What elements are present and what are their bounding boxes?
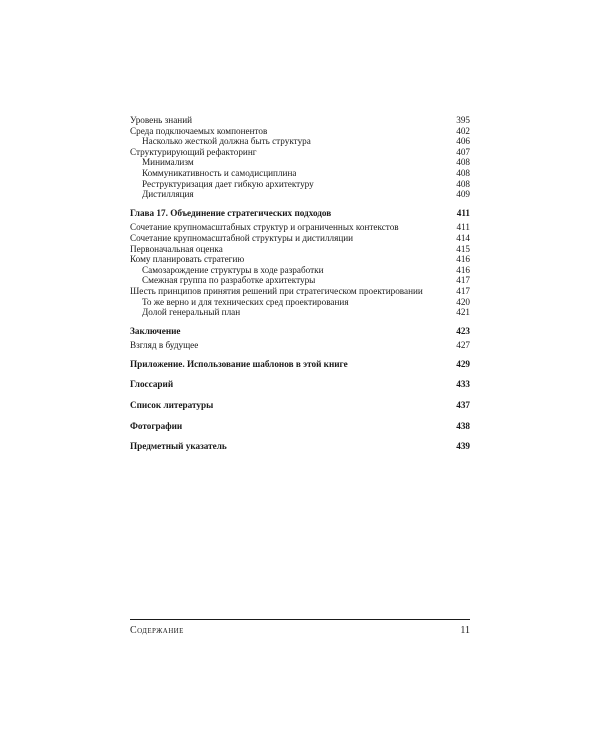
toc-entry [130, 275, 470, 286]
toc-entry-title: Среда подключаемых компонентов [130, 125, 268, 136]
toc-entry-page: 408 [456, 167, 470, 178]
toc-chapter-entry [130, 379, 470, 390]
toc-entry [130, 157, 470, 168]
toc-entry-title: Реструктуризация дает гибкую архитектуру [142, 178, 314, 189]
toc-entry-title: Список литературы [130, 400, 214, 411]
toc-chapter-entry [130, 359, 470, 370]
toc-chapter-entry [130, 441, 470, 452]
toc-chapter-entry [130, 326, 470, 337]
toc-entry-page: 420 [456, 296, 470, 307]
toc-entry [130, 168, 470, 179]
page-number: 11 [460, 625, 470, 636]
toc-entry [130, 126, 470, 137]
toc-entry-page: 417 [456, 285, 470, 296]
toc-entry-page: 395 [456, 115, 470, 125]
toc-entry-title: Долой генеральный план [142, 307, 241, 318]
toc-entry [130, 244, 470, 255]
toc-entry [130, 179, 470, 190]
toc-entry-page: 402 [456, 125, 470, 136]
toc-entry [130, 340, 470, 351]
toc-entry-title: Приложение. Использование шаблонов в этой книге [130, 358, 348, 369]
toc-entry-title: Фотографии [130, 420, 183, 431]
toc-entry-page: 407 [456, 146, 470, 157]
toc-entry-title: Коммуникативность и самодисциплина [142, 167, 297, 178]
toc-entry-page: 408 [456, 178, 470, 189]
toc-entry [130, 189, 470, 200]
toc-entry-page: 439 [456, 441, 470, 452]
toc-entry [130, 222, 470, 233]
page-footer [130, 625, 470, 637]
toc-chapter-entry [130, 400, 470, 411]
toc-entry [130, 286, 470, 297]
toc-entry-page: 411 [456, 222, 470, 233]
toc-entry-page: 429 [456, 358, 470, 369]
toc-entry-title: Сочетание крупномасштабных структур и ограниченных контекстов [130, 222, 399, 233]
toc-entry-page: 417 [456, 275, 470, 286]
toc-entry-page: 415 [456, 243, 470, 254]
toc-entry [130, 265, 470, 276]
toc-chapter-entry [130, 421, 470, 432]
toc-entry-title: Дистилляция [142, 189, 194, 200]
toc-entry-page: 411 [456, 207, 470, 218]
running-head: Содержание [130, 625, 184, 636]
table-of-contents [130, 115, 470, 452]
toc-entry-title: Смежная группа по разработке архитектуры [142, 275, 316, 286]
toc-entry [130, 307, 470, 318]
toc-entry-page: 406 [456, 136, 470, 147]
toc-entry-title: Структурирующий рефакторинг [130, 146, 257, 157]
toc-entry [130, 233, 470, 244]
toc-entry-title: Уровень знаний [130, 115, 193, 125]
footer-divider [130, 619, 470, 620]
toc-entry-title: Сочетание крупномасштабной структуры и дистилляции [130, 232, 354, 243]
toc-entry-title: Шесть принципов принятия решений при стратегическом проектировании [130, 285, 423, 296]
toc-entry-page: 408 [456, 157, 470, 168]
toc-entry [130, 136, 470, 147]
toc-entry-page: 416 [456, 254, 470, 265]
toc-entry-page: 438 [456, 420, 470, 431]
toc-entry-title: Заключение [130, 325, 181, 336]
toc-entry-page: 433 [456, 379, 470, 390]
toc-entry-title: Первоначальная оценка [130, 243, 223, 254]
toc-entry [130, 115, 470, 126]
toc-entry-title: Глоссарий [130, 379, 174, 390]
toc-entry [130, 147, 470, 158]
toc-entry-page: 414 [456, 232, 470, 243]
toc-entry [130, 254, 470, 265]
toc-entry-page: 421 [456, 307, 470, 318]
toc-entry-page: 423 [456, 325, 470, 336]
toc-entry-title: Взгляд в будущее [130, 340, 199, 351]
toc-entry-page: 427 [456, 340, 470, 351]
toc-entry-title: Кому планировать стратегию [130, 254, 245, 265]
toc-entry-title: То же верно и для технических сред проектирования [142, 296, 349, 307]
toc-entry-title: Глава 17. Объединение стратегических подходов [130, 207, 332, 218]
toc-entry-title: Самозарождение структуры в ходе разработки [142, 264, 324, 275]
toc-entry-title: Предметный указатель [130, 441, 227, 452]
toc-entry-page: 437 [456, 400, 470, 411]
toc-entry-title: Минимализм [142, 157, 194, 168]
toc-chapter-entry [130, 208, 470, 219]
toc-entry-page: 416 [456, 264, 470, 275]
toc-entry-page: 409 [456, 189, 470, 200]
toc-entry-title: Насколько жесткой должна быть структура [142, 136, 311, 147]
toc-entry [130, 297, 470, 308]
